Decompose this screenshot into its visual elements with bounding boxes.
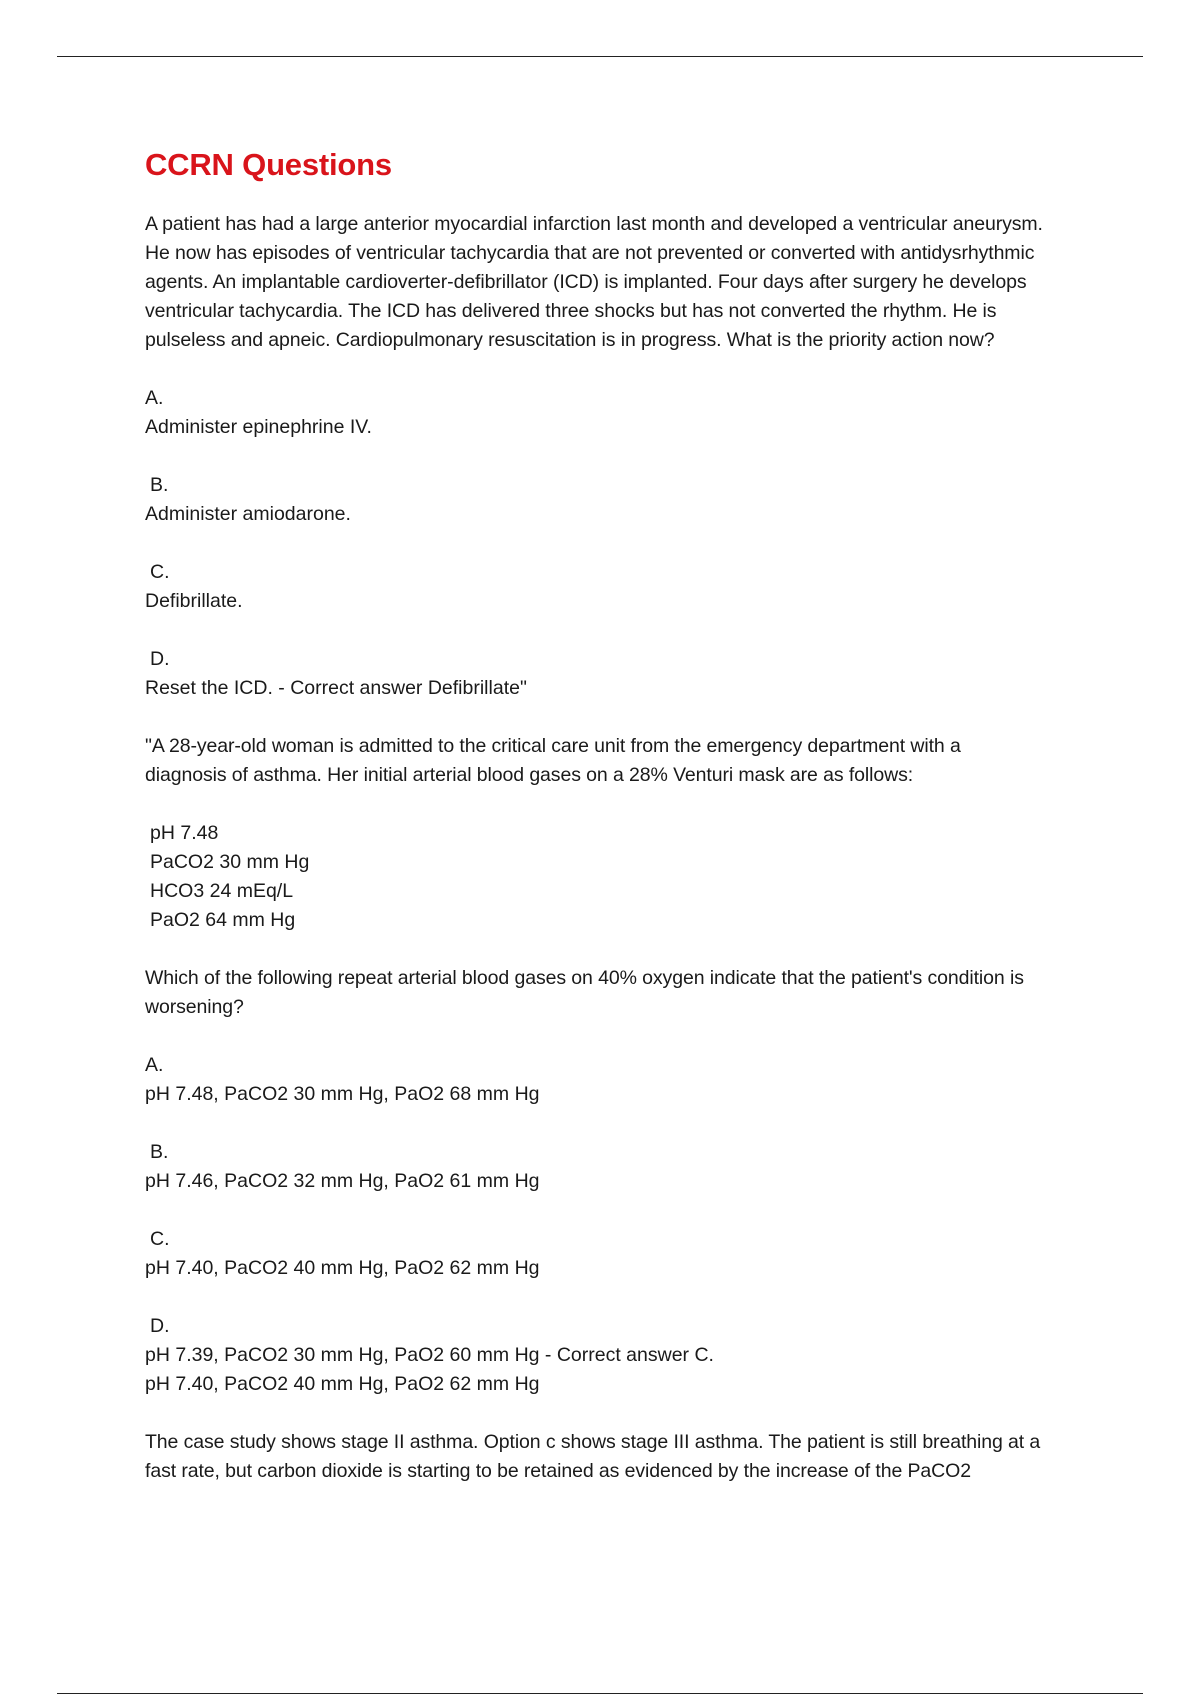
answer-explanation: The case study shows stage II asthma. Option c shows stage III asthma. The patient is still breathing at a fast rate, but carbon dioxide is starting to be retained as evidenced by the increase of the PaCO2 [145,1431,1041,1482]
option-text-with-answer: pH 7.39, PaCO2 30 mm Hg, PaO2 60 mm Hg - Correct answer C. [145,1344,714,1366]
question-2-stem: "A 28-year-old woman is admitted to the critical care unit from the emergency department with a diagnosis of asthma. Her initial arterial blood gases on a 28% Venturi mask are as follows: [145,735,961,786]
option-letter: D. [150,648,170,670]
question-2-prompt: Which of the following repeat arterial blood gases on 40% oxygen indicate that the patient's condition is worsening? [145,967,1024,1018]
question-1-stem: A patient has had a large anterior myocardial infarction last month and developed a ventricular aneurysm. He now has episodes of ventricular tachycardia that are not prevented or converted with antidysrhythmic agents. An implantable cardioverter-defibrillator (ICD) is implanted. Four days after surgery he develops ventricular tachycardia. The ICD has delivered three shocks but has not converted the rhythm. He is pulseless and apneic. Cardiopulmonary resuscitation is in progress. What is the priority action now? [145,213,1043,351]
correct-answer-detail: pH 7.40, PaCO2 40 mm Hg, PaO2 62 mm Hg [145,1373,540,1395]
document-title: CCRN Questions [145,147,392,182]
q1-option-c [145,558,1045,616]
q2-option-d [145,1312,1045,1399]
option-letter: D. [150,1315,170,1337]
option-letter: A. [145,387,164,409]
option-text: pH 7.46, PaCO2 32 mm Hg, PaO2 61 mm Hg [145,1170,540,1192]
option-text: Defibrillate. [145,590,243,612]
option-letter: B. [150,474,169,496]
q1-option-a [145,384,1045,442]
lab-paco2: PaCO2 30 mm Hg [150,851,310,873]
document-body [145,146,1045,1515]
option-letter: B. [150,1141,169,1163]
abg-lab-values [145,819,1045,935]
q1-option-d [145,645,1045,703]
option-letter: A. [145,1054,164,1076]
footer-rule [57,1693,1143,1694]
q1-option-b [145,471,1045,529]
option-text: Administer amiodarone. [145,503,351,525]
lab-pao2: PaO2 64 mm Hg [150,909,296,931]
lab-hco3: HCO3 24 mEq/L [150,880,294,902]
header-rule [57,56,1143,57]
lab-ph: pH 7.48 [150,822,219,844]
option-text: pH 7.48, PaCO2 30 mm Hg, PaO2 68 mm Hg [145,1083,540,1105]
option-text: pH 7.40, PaCO2 40 mm Hg, PaO2 62 mm Hg [145,1257,540,1279]
option-letter: C. [150,561,170,583]
option-letter: C. [150,1228,170,1250]
q2-option-b [145,1138,1045,1196]
option-text-with-answer: Reset the ICD. - Correct answer Defibrillate" [145,677,527,699]
q2-option-a [145,1051,1045,1109]
q2-option-c [145,1225,1045,1283]
option-text: Administer epinephrine IV. [145,416,372,438]
